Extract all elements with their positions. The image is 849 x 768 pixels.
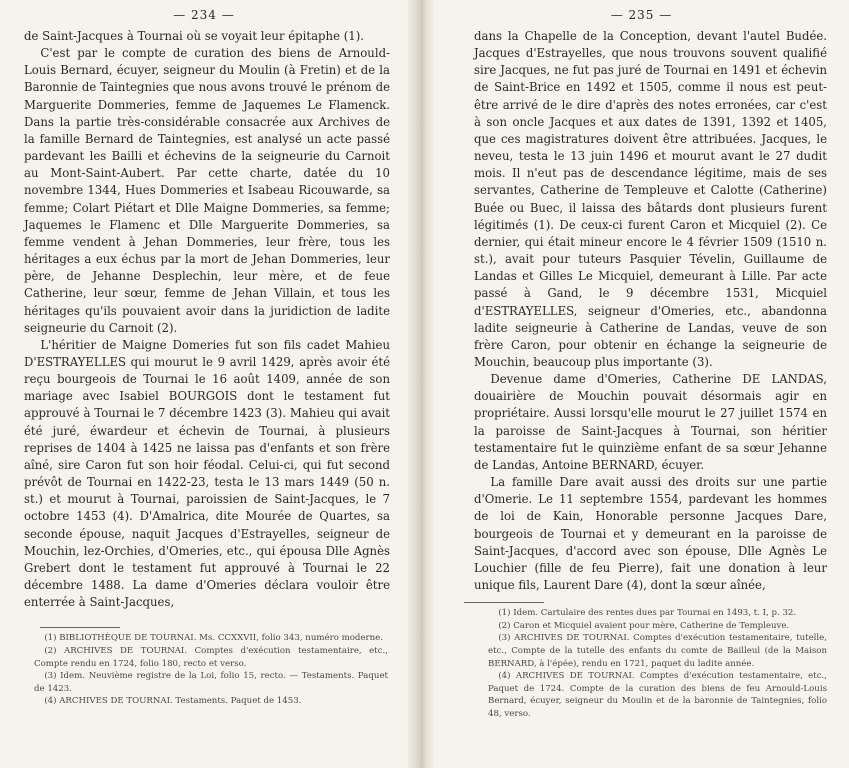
left-page	[0, 0, 408, 768]
right-footnote-3: (3) ARCHIVES DE TOURNAI. Comptes d'exécution testamentaire, tutelle, etc., Compte de la tutelle des enfants du comte de Bailleul (de la Maison BERNARD, à l'épée), rendu en 1721, paquet du ladite année.	[488, 633, 827, 669]
right-footnote-2: (2) Caron et Micquiel avaient pour mère, Catherine de Templeuve.	[498, 620, 790, 631]
left-footnote-1: (1) BIBLIOTHÈQUE DE TOURNAI. Ms. CCXXVII, folio 343, numéro moderne.	[44, 633, 383, 644]
footnote-rule	[464, 602, 544, 603]
left-footnote-3: (3) Idem. Neuvième registre de la Loi, folio 15, recto. — Testaments. Paquet de 1423.	[34, 671, 388, 694]
right-footnote-1: (1) Idem. Cartulaire des rentes dues par Tournai en 1493, t. I, p. 32.	[498, 608, 797, 619]
left-footnote-4: (4) ARCHIVES DE TOURNAI. Testaments. Paquet de 1453.	[44, 696, 302, 707]
footnote-rule	[40, 627, 120, 628]
right-paragraph-2: Devenue dame d'Omeries, Catherine DE LANDAS, douairière de Mouchin pouvait désormais agir en propriétaire. Aussi lorsqu'elle mourut le 27 juillet 1574 en la paroisse de Saint-Jacques à Tournai, son héritier testamentaire fut le quinzième enfant de sa sœur Jehanne de Landas, Antoine BERNARD, écuyer.	[474, 372, 827, 472]
left-paragraph-3: L'héritier de Maigne Domeries fut son fils cadet Mahieu D'ESTRAYELLES qui mourut le 9 avril 1429, après avoir été reçu bourgeois de Tournai le 16 août 1409, année de son mariage avec Isabiel BOURGOIS dont le testament fut approuvé à Tournai le 7 décembre 1423 (3). Mahieu qui avait été juré, éwardeur et échevin de Tournai, à plusieurs reprises de 1404 à 1425 ne laissa pas d'enfants et son frère aîné, sire Caron fut son hoir féodal. Celui-ci, qui fut second prévôt de Tournai en 1422-23, testa le 13 mars 1449 (50 n. st.) et mourut à Tournai, paroissien de Saint-Jacques, le 7 octobre 1453 (4). D'Amalrica, dite Mourée de Quartes, sa seconde épouse, naquit Jacques d'Estrayelles, seigneur de Mouchin, lez-Orchies, d'Omeries, etc., qui épousa Dlle Agnès Grebert dont le testament fut approuvé à Tournai le 22 décembre 1488. La dame d'Omeries déclara vouloir être enterrée à Saint-Jacques,	[24, 337, 390, 610]
right-footnote-4: (4) ARCHIVES DE TOURNAI. Comptes d'exécution testamentaire, etc., Paquet de 1724. Compte de la curation des biens de feu Arnould-Louis Bernard, écuyer, seigneur du Moulin et de la baronnie de Taintegnies, folio 48, verso.	[488, 671, 827, 719]
page-number-234: — 234 —	[173, 8, 235, 22]
left-footnote-2: (2) ARCHIVES DE TOURNAI. Comptes d'exécution testamentaire, etc., Compte rendu en 1724, folio 180, recto et verso.	[34, 645, 388, 669]
page-number-235: — 235 —	[610, 8, 673, 22]
left-paragraph-2: C'est par le compte de curation des biens de Arnould-Louis Bernard, écuyer, seigneur du Moulin (à Fretin) et de la Baronnie de Taintegnies que nous avons trouvé le prénom de Marguerite Dommeries, femme de Jaquemes Le Flamenck. Dans la partie très-considérable consacrée aux Archives de la famille Bernard de Taintegnies, est analysé un acte passé pardevant les Bailli et échevins de la seigneurie du Carnoit au Mont-Saint-Aubert. Par cette charte, datée du 10 novembre 1344, Hues Dommeries et Isabeau Ricouwarde, sa femme; Colart Piétart et Dlle Maigne Dommeries, sa femme; Jaquemes le Flamenc et Dlle Marguerite Dommeries, sa femme vendent à Jehan Dommeries, leur frère, tous les héritages a eux échus par la mort de Jehan Dommeries, leur père, de Jehanne Desplechin, leur mère, et de feue Catherine, leur sœur, femme de Jehan Villain, et tous les héritages qu'ils pouvaient avoir dans la juridiction de ladite seigneurie du Carnoit (2).	[24, 46, 390, 335]
right-paragraph-1: dans la Chapelle de la Conception, devant l'autel Budée. Jacques d'Estrayelles, que nous trouvons souvent qualifié sire Jacques, ne fut pas juré de Tournai en 1491 et échevin de Saint-Brice en 1492 et 1505, comme il nous est peut-être arrivé de le dire d'après des notes erronées, car c'est à son oncle Jacques et aux dates de 1391, 1392 et 1405, que ces magistratures doivent être attribuées. Jacques, le neveu, testa le 13 juin 1496 et mourut avant le 27 dudit mois. Il n'eut pas de descendance légitime, mais de ses servantes, Catherine de Templeuve et Calotte (Catherine) Buée ou Buec, il laissa des bâtards dont plusieurs furent légitimés (1). De ceux-ci furent Caron et Micquiel (2). Ce dernier, qui était mineur encore le 4 février 1509 (1510 n. st.), avait pour tuteurs Pasquier Tévelin, Guillaume de Landas et Gilles Le Micquiel, demeurant à Lille. Par acte passé à Gand, le 9 décembre 1531, Micquiel d'ESTRAYELLES, seigneur d'Omeries, etc., abandonna ladite seigneurie à Catherine de Landas, veuve de son frère Caron, pour obtenir en échange la seigneurie de Mouchin, beaucoup plus importante (3).	[474, 29, 827, 369]
left-footnotes	[34, 632, 388, 708]
book-gutter	[408, 0, 434, 768]
left-page-body	[24, 28, 390, 611]
right-page-body	[474, 28, 827, 594]
right-paragraph-3: La famille Dare avait aussi des droits sur une partie d'Omerie. Le 11 septembre 1554, pardevant les hommes de loi de Kain, Honorable personne Jacques Dare, bourgeois de Tournai et y demeurant en la paroisse de Saint-Jacques, d'accord avec son épouse, Dlle Agnès Le Louchier (fille de feu Pierre), fait une donation à leur unique fils, Laurent Dare (4), dont la sœur aînée,	[474, 475, 827, 592]
right-page	[434, 0, 849, 768]
right-footnotes	[488, 607, 827, 720]
left-paragraph-1: de Saint-Jacques à Tournai où se voyait leur épitaphe (1).	[24, 29, 364, 43]
